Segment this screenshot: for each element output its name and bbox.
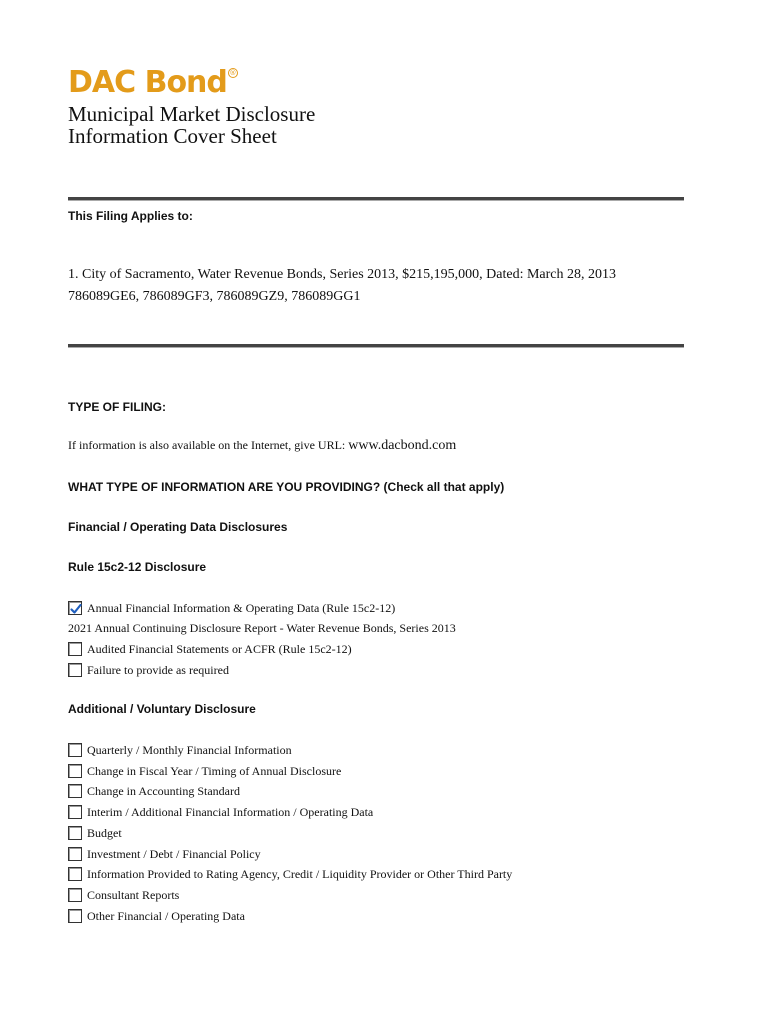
additional-option[interactable] xyxy=(68,865,512,883)
page-title xyxy=(68,103,315,147)
info-question: WHAT TYPE OF INFORMATION ARE YOU PROVIDING? (Check all that apply) xyxy=(68,480,505,494)
failure-to-provide-label: Failure to provide as required xyxy=(87,662,229,677)
additional-heading: Additional / Voluntary Disclosure xyxy=(68,702,256,716)
checkbox-icon[interactable] xyxy=(68,663,82,677)
additional-option-label: Change in Fiscal Year / Timing of Annual Disclosure xyxy=(87,763,342,778)
checkbox-icon[interactable] xyxy=(68,867,82,881)
additional-option[interactable] xyxy=(68,803,373,821)
annual-report-note: 2021 Annual Continuing Disclosure Report - Water Revenue Bonds, Series 2013 xyxy=(68,621,456,635)
issue-description xyxy=(68,264,616,308)
divider-top xyxy=(68,197,684,201)
checkbox-checked-icon[interactable] xyxy=(68,601,82,615)
checkbox-icon[interactable] xyxy=(68,784,82,798)
url-line xyxy=(68,438,456,454)
additional-option-label: Quarterly / Monthly Financial Information xyxy=(87,742,292,757)
annual-financial-label: Annual Financial Information & Operating Data (Rule 15c2-12) xyxy=(87,600,396,615)
type-of-filing-label: TYPE OF FILING: xyxy=(68,400,166,414)
filing-applies-label: This Filing Applies to: xyxy=(68,209,193,223)
financial-heading: Financial / Operating Data Disclosures xyxy=(68,520,288,534)
additional-option-label: Investment / Debt / Financial Policy xyxy=(87,846,261,861)
additional-option-label: Information Provided to Rating Agency, Credit / Liquidity Provider or Other Third Party xyxy=(87,866,513,881)
checkbox-icon[interactable] xyxy=(68,642,82,656)
logo-text: DAC Bond xyxy=(68,65,227,100)
failure-to-provide-option[interactable] xyxy=(68,661,229,679)
checkbox-icon[interactable] xyxy=(68,743,82,757)
additional-option-label: Other Financial / Operating Data xyxy=(87,908,245,923)
issue-cusips: 786089GE6, 786089GF3, 786089GZ9, 786089GG1 xyxy=(68,289,361,304)
additional-option[interactable] xyxy=(68,741,292,759)
checkbox-icon[interactable] xyxy=(68,826,82,840)
checkbox-icon[interactable] xyxy=(68,805,82,819)
checkbox-icon[interactable] xyxy=(68,847,82,861)
additional-option[interactable] xyxy=(68,824,122,842)
url-prompt: If information is also available on the Internet, give URL: xyxy=(68,438,349,452)
page-title-line-2: Information Cover Sheet xyxy=(68,124,277,148)
audited-statements-option[interactable] xyxy=(68,640,352,658)
additional-option-label: Change in Accounting Standard xyxy=(87,783,240,798)
annual-financial-option[interactable] xyxy=(68,599,395,617)
checkbox-icon[interactable] xyxy=(68,764,82,778)
additional-option-label: Consultant Reports xyxy=(87,887,180,902)
rule-heading: Rule 15c2-12 Disclosure xyxy=(68,560,207,574)
additional-option[interactable] xyxy=(68,886,179,904)
divider-middle xyxy=(68,344,684,348)
audited-statements-label: Audited Financial Statements or ACFR (Rule 15c2-12) xyxy=(87,641,352,656)
url-value: www.dacbond.com xyxy=(348,438,457,453)
additional-option[interactable] xyxy=(68,907,245,925)
dac-bond-logo xyxy=(68,66,238,102)
additional-option[interactable] xyxy=(68,782,240,800)
additional-option[interactable] xyxy=(68,845,261,863)
additional-option[interactable] xyxy=(68,762,341,780)
additional-option-label: Interim / Additional Financial Information / Operating Data xyxy=(87,804,374,819)
page-title-line-1: Municipal Market Disclosure xyxy=(68,102,316,126)
issue-line-1: 1. City of Sacramento, Water Revenue Bonds, Series 2013, $215,195,000, Dated: March 28, 2013 xyxy=(68,267,617,282)
additional-option-label: Budget xyxy=(87,825,122,840)
checkbox-icon[interactable] xyxy=(68,888,82,902)
trademark-icon: ® xyxy=(229,69,237,77)
checkbox-icon[interactable] xyxy=(68,909,82,923)
